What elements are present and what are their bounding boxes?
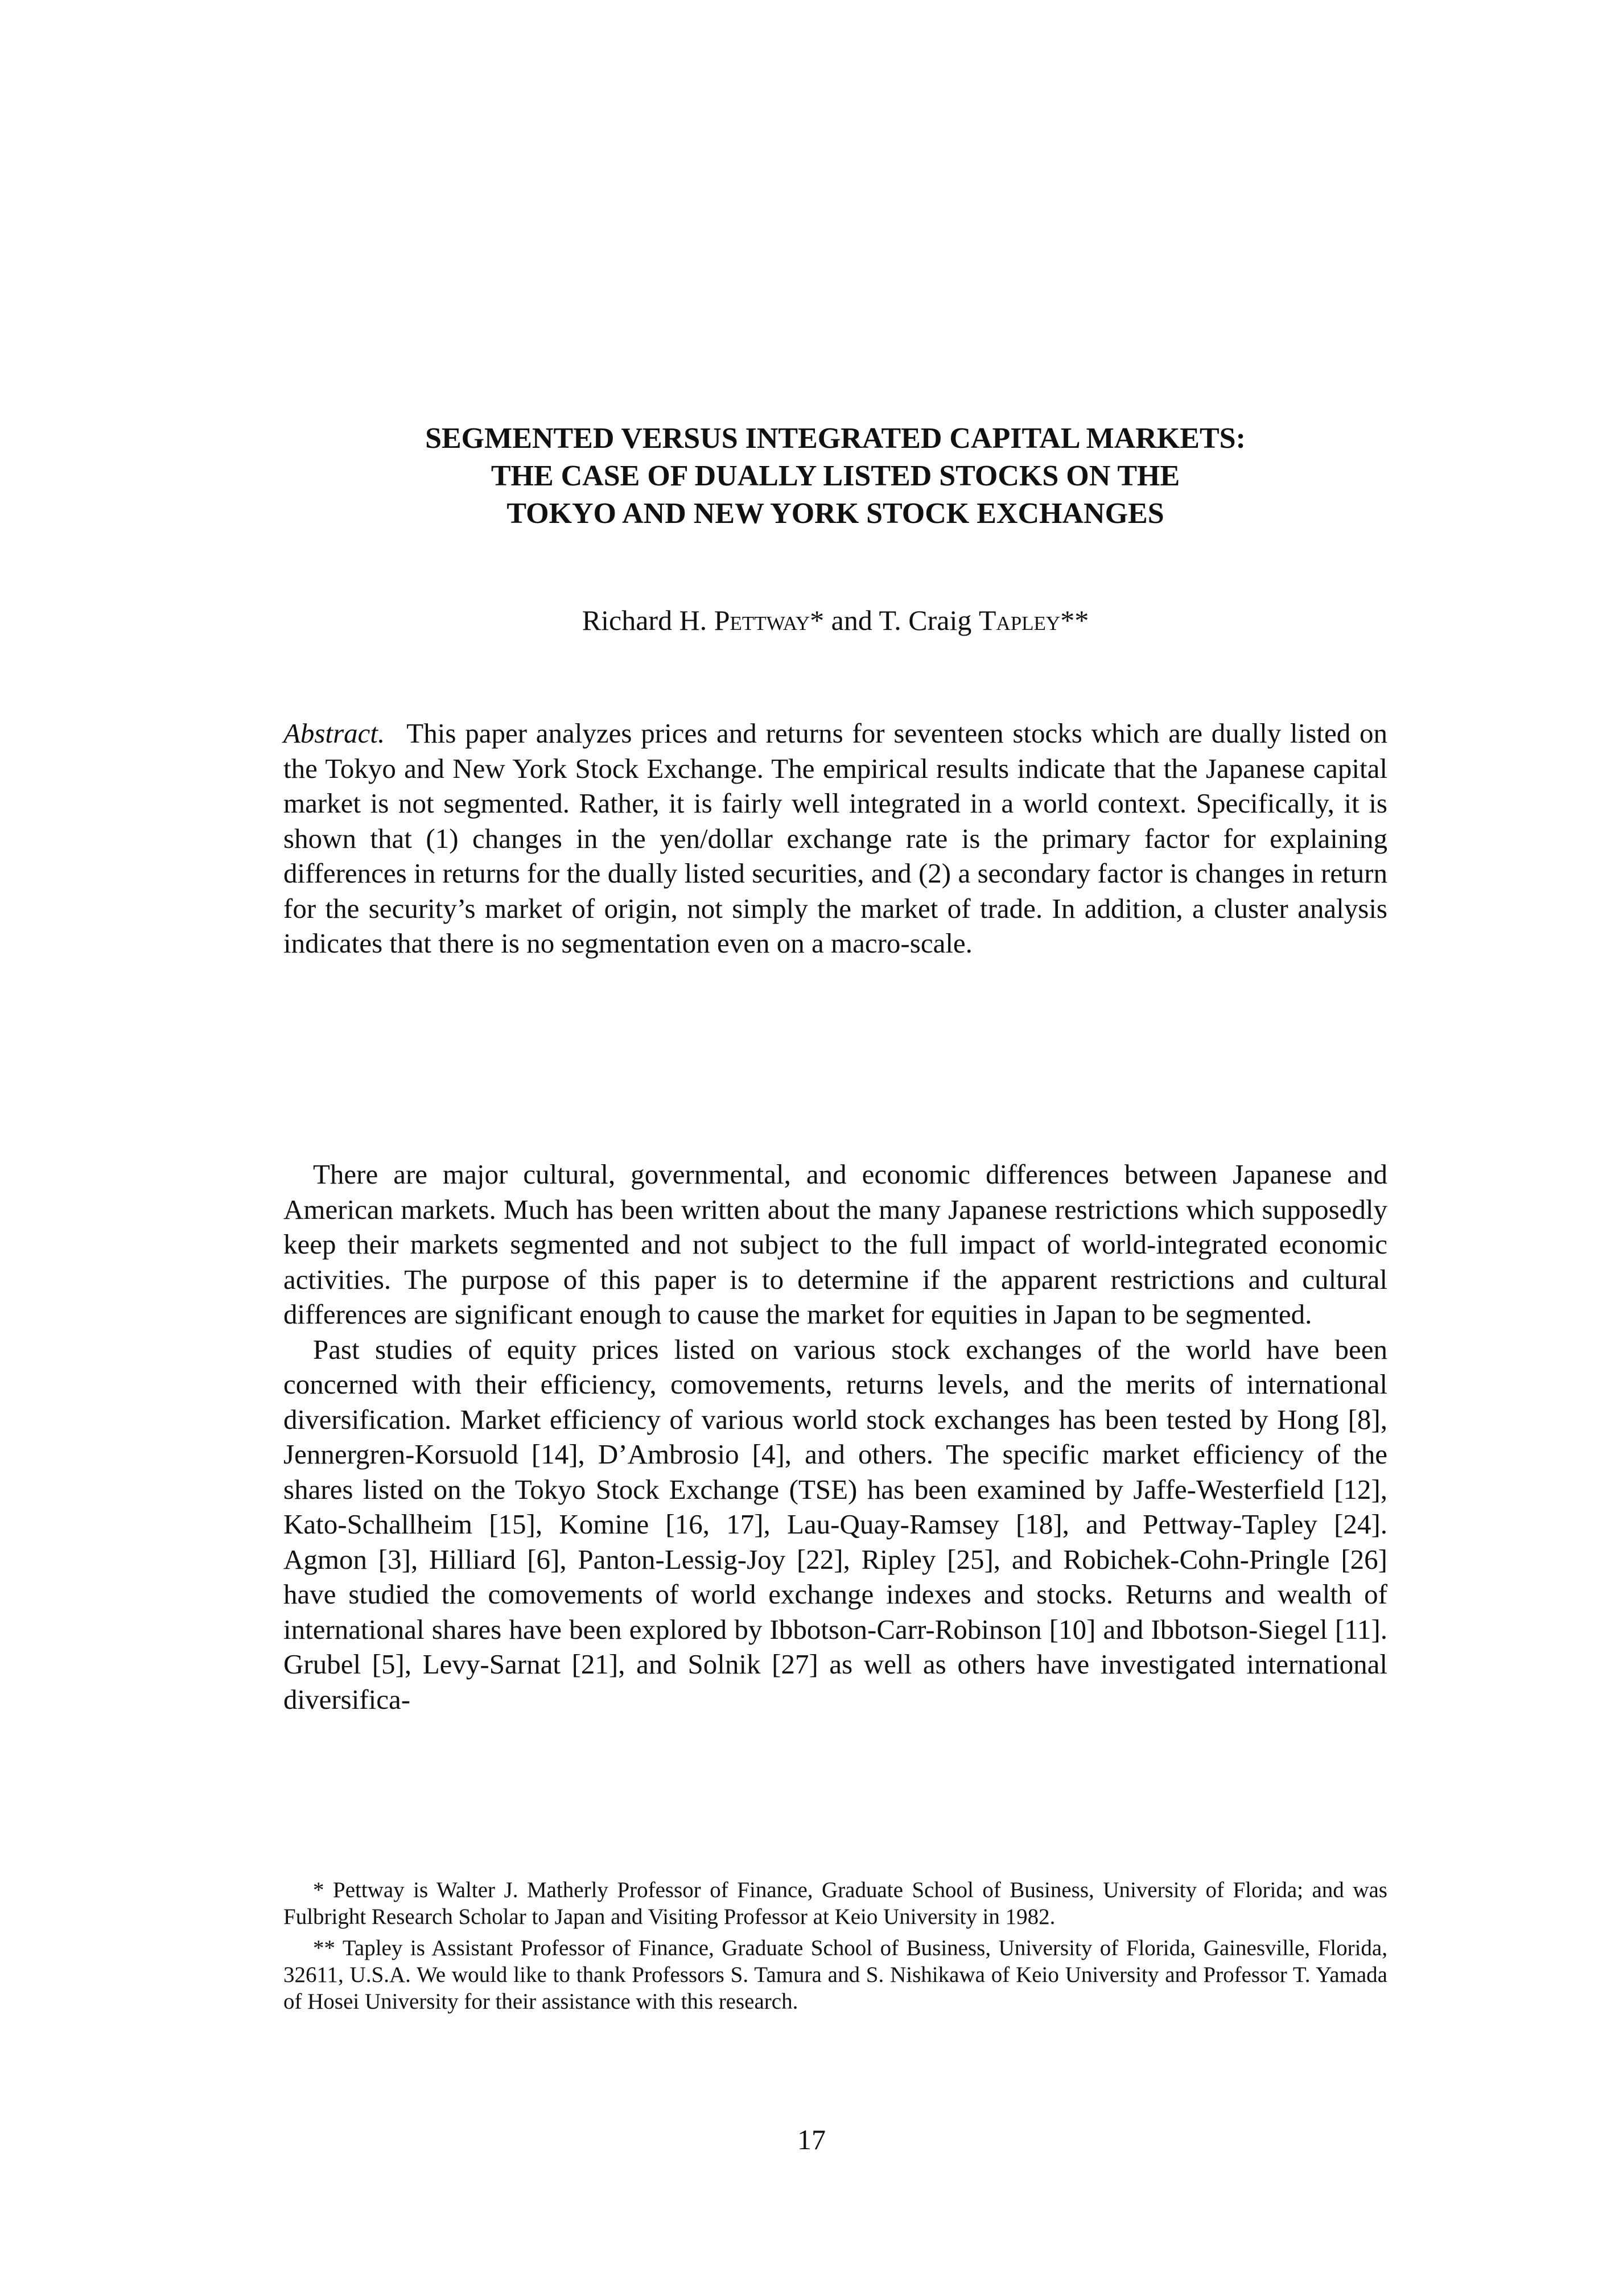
body-text (283, 1157, 1387, 1717)
footnote-tapley: ** Tapley is Assistant Professor of Finance, Graduate School of Business, University of Florida, Gainesville, Florida, 32611, U.S.A. We would like to thank Professors S. Tamura and S. Nishikawa of Keio University and Professor T. Yamada of Hosei University for their assistance with this research. (283, 1936, 1387, 2014)
author2-first-name: T. Craig (879, 604, 972, 636)
author2-footnote-mark: ** (1060, 604, 1089, 636)
paper-title (283, 420, 1387, 533)
abstract-text: This paper analyzes prices and returns for seventeen stocks which are dually listed on the Tokyo and New York Stock Exchange. The empirical results indicate that the Japanese capital market is not segmented. Rather, it is fairly well integrated in a world context. Specifically, it is shown that (1) changes in the yen/dollar exchange rate is the primary factor for explaining differences in returns for the dually listed securities, and (2) a secondary factor is changes in return for the security’s market of origin, not simply the market of trade. In addition, a cluster analysis indicates that there is no segmentation even on a macro-scale. (283, 718, 1387, 959)
abstract-label: Abstract. (283, 718, 385, 749)
footnotes (283, 1877, 1387, 2019)
body-paragraph-1: There are major cultural, governmental, and economic differences between Japanese and American markets. Much has been written about the many Japanese restrictions which supposedly keep their markets segmented and not subject to the full impact of world-integrated economic activities. The purpose of this paper is to determine if the apparent restrictions and cultural differences are significant enough to cause the market for equities in Japan to be segmented. (283, 1159, 1387, 1330)
author2-last-name: Tapley (978, 604, 1061, 636)
author1-last-name: Pettway (714, 604, 810, 636)
author1-first-name: Richard H. (582, 604, 707, 636)
body-paragraph-2: Past studies of equity prices listed on various stock exchanges of the world have been concerned with their efficiency, comovements, returns levels, and the merits of international diversification. Market efficiency of various world stock exchanges has been tested by Hong [8], Jennergren-Korsuold [14], D’Ambrosio [4], and others. The specific market efficiency of the shares listed on the Tokyo Stock Exchange (TSE) has been examined by Jaffe-Westerfield [12], Kato-Schallheim [15], Komine [16, 17], Lau-Quay-Ramsey [18], and Pettway-Tapley [24]. Agmon [3], Hilliard [6], Panton-Lessig-Joy [22], Ripley [25], and Robichek-Cohn-Pringle [26] have studied the comovements of world exchange indexes and stocks. Returns and wealth of international shares have been explored by Ibbotson-Carr-Robinson [10] and Ibbotson-Siegel [11]. Grubel [5], Levy-Sarnat [21], and Solnik [27] as well as others have investigated international diversifica- (283, 1333, 1387, 1715)
author1-footnote-mark: * (810, 604, 825, 636)
author-line (283, 603, 1387, 637)
author-connector: and (831, 604, 872, 636)
title-line-2: THE CASE OF DUALLY LISTED STOCKS ON THE (491, 460, 1180, 492)
page-number: 17 (797, 2124, 826, 2155)
title-line-1: SEGMENTED VERSUS INTEGRATED CAPITAL MARKETS: (425, 422, 1246, 455)
title-line-3: TOKYO AND NEW YORK STOCK EXCHANGES (506, 497, 1164, 530)
abstract (283, 716, 1387, 961)
footnote-pettway: * Pettway is Walter J. Matherly Professor of Finance, Graduate School of Business, University of Florida; and was Fulbright Research Scholar to Japan and Visiting Professor at Keio University in 1982. (283, 1878, 1387, 1929)
